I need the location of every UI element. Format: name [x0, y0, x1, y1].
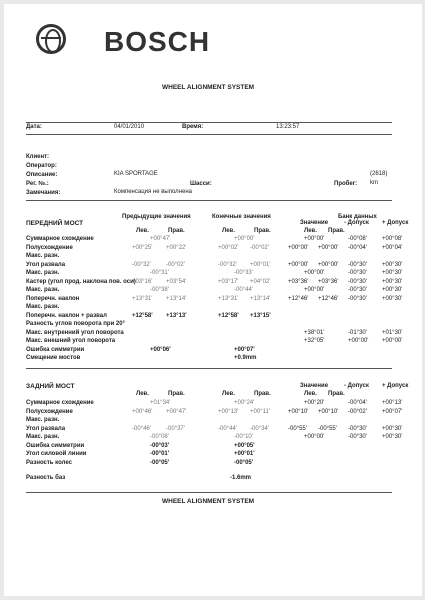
description-label: Описание:: [26, 172, 58, 178]
row-value-final-r: +00°01': [250, 261, 271, 268]
row-value-final-l: +13°31': [218, 295, 239, 302]
time-value: 13:23:57: [276, 124, 300, 130]
row-label: Макс. разн.: [26, 287, 60, 293]
row-value-final-l: -00°44': [218, 425, 237, 432]
row-value-value-c: +38°01': [304, 329, 325, 336]
row-value-value-c: +00°00': [304, 270, 325, 276]
final-values-header: Конечные значения: [212, 214, 271, 220]
time-label: Время:: [182, 124, 204, 130]
row-value-final-r: +13°15': [250, 312, 271, 319]
right-header: Прав.: [328, 391, 345, 397]
date-label: Дата:: [26, 124, 42, 130]
row-value-plus: +00°07': [382, 408, 403, 415]
divider: [26, 200, 392, 201]
row-value-final-r: +13°14': [250, 295, 271, 302]
row-value-prev-c: +00°47': [150, 236, 171, 242]
divider: [26, 134, 392, 135]
plus-tolerance-header: + Допуск: [382, 383, 409, 389]
row-value-val-l: +03°36': [288, 278, 309, 285]
row-value-val-r: +12°46': [318, 295, 339, 302]
row-label: Угол силовой линии: [26, 451, 87, 457]
row-value-minus: -00°30': [348, 295, 367, 302]
row-label: Макс. внешний угол поворота: [26, 338, 116, 344]
remarks-label: Замечания:: [26, 190, 61, 196]
row-value-plus: +00°30': [382, 278, 403, 285]
row-value-final-l: -00°32': [218, 261, 237, 268]
row-value-prev-l: -00°46': [132, 425, 151, 432]
row-label: Угол развала: [26, 425, 66, 432]
date-value: 04/01/2010: [114, 124, 145, 130]
row-label: Ошибка симметрии: [26, 442, 85, 449]
row-value-final-r: -00°34': [250, 425, 269, 432]
left-header: Лев.: [136, 391, 149, 397]
mileage-unit: km: [370, 180, 378, 186]
row-value-minus: -00°30': [348, 425, 367, 432]
row-value-prev-l: +12°58': [132, 312, 153, 319]
value-header: Значение: [300, 383, 329, 389]
row-value-val-r: +03°36': [318, 278, 339, 285]
row-value-plus: +01°30': [382, 329, 403, 336]
row-value-prev-c: -00°38': [150, 287, 169, 293]
row-value-final-c: +0.9mm: [234, 355, 257, 361]
chassis-label: Шасси:: [190, 181, 212, 187]
row-label: Макс. разн.: [26, 304, 60, 310]
row-value-final-c: +00°00': [234, 236, 255, 242]
bosch-logo-icon: [36, 24, 66, 54]
row-value-final-l: +00°13': [218, 408, 239, 415]
row-label: Разность углов поворота при 20°: [26, 321, 125, 327]
row-value-value-c: +00°20': [304, 400, 325, 406]
mileage-label: Пробег:: [334, 181, 358, 187]
row-value-minus: -00°08': [348, 236, 367, 242]
row-value-plus: +00°30': [382, 425, 403, 432]
row-label: Поперечн. наклон: [26, 295, 80, 302]
row-value-plus: +00°30': [382, 270, 403, 276]
operator-label: Оператор:: [26, 163, 57, 169]
row-value-prev-c: -00°03': [150, 442, 170, 449]
right-header: Прав.: [254, 391, 271, 397]
footer-title: WHEEL ALIGNMENT SYSTEM: [162, 498, 255, 505]
row-value-value-c: +00°00': [304, 236, 325, 242]
divider: [26, 492, 392, 493]
description-value: KIA SPORTAGE: [114, 171, 158, 177]
row-value-prev-c: -00°01': [150, 451, 170, 457]
report-title: WHEEL ALIGNMENT SYSTEM: [162, 84, 255, 91]
row-value-minus: -00°30': [348, 287, 367, 293]
row-value-val-l: +12°46': [288, 295, 309, 302]
row-value-prev-r: +00°22': [166, 244, 187, 251]
row-value-final-l: +03°17': [218, 278, 239, 285]
left-header: Лев.: [136, 228, 149, 234]
row-value-minus: -00°30': [348, 270, 367, 276]
row-value-value-c: +32°05': [304, 338, 325, 344]
row-value-final-l: +12°58': [218, 312, 239, 319]
wheelbase-diff-value: -1.6mm: [230, 475, 252, 481]
row-value-prev-l: +03°16': [132, 278, 153, 285]
row-value-prev-c: -00°05': [150, 459, 170, 466]
row-value-val-r: -00°55': [318, 425, 337, 432]
row-label: Кастер (угол прод. наклона пов. оси): [26, 278, 136, 285]
row-value-val-l: -00°55': [288, 425, 307, 432]
row-label: Суммарное схождение: [26, 400, 94, 406]
prev-values-header: Предыдущие значения: [122, 214, 191, 220]
row-value-final-c: -00°44': [234, 287, 253, 293]
row-value-value-c: +00°00': [304, 287, 325, 293]
right-header: Прав.: [168, 391, 185, 397]
row-value-plus: +00°08': [382, 236, 403, 242]
row-value-value-c: +00°00': [304, 434, 325, 440]
right-header: Прав.: [168, 228, 185, 234]
row-value-final-c: -00°05': [234, 459, 254, 466]
rear-axle-title: ЗАДНИЙ МОСТ: [26, 383, 75, 390]
row-value-minus: -00°04': [348, 244, 367, 251]
row-value-plus: +00°13': [382, 400, 403, 406]
row-value-val-l: +00°00': [288, 244, 309, 251]
row-label: Полусхождение: [26, 408, 73, 415]
row-label: Суммарное схождение: [26, 236, 94, 242]
row-value-plus: +00°30': [382, 295, 403, 302]
row-value-final-l: +00°02': [218, 244, 239, 251]
left-header: Лев.: [304, 228, 317, 234]
brand-name: BOSCH: [104, 26, 211, 57]
row-value-val-l: +00°10': [288, 408, 309, 415]
row-value-val-l: +00°00': [288, 261, 309, 268]
row-value-final-c: +00°24': [234, 400, 255, 406]
row-value-val-r: +00°10': [318, 408, 339, 415]
row-value-prev-r: -00°37': [166, 425, 185, 432]
wheelbase-diff-label: Разность баз: [26, 475, 66, 481]
row-label: Макс. разн.: [26, 417, 60, 423]
remarks-value: Компенсация не выполнена: [114, 189, 192, 195]
right-header: Прав.: [254, 228, 271, 234]
row-value-prev-r: +13°13': [166, 312, 187, 319]
left-header: Лев.: [304, 391, 317, 397]
row-value-plus: +00°30': [382, 287, 403, 293]
row-value-final-c: +00°05': [234, 442, 255, 449]
row-value-minus: -00°30': [348, 278, 367, 285]
right-header: Прав.: [328, 228, 345, 234]
row-value-prev-l: +00°25': [132, 244, 153, 251]
row-value-final-r: +00°11': [250, 408, 270, 415]
divider: [26, 368, 392, 369]
row-value-val-r: +00°00': [318, 244, 339, 251]
row-value-final-c: -00°33': [234, 270, 253, 276]
row-value-minus: -00°30': [348, 434, 367, 440]
row-label: Угол развала: [26, 261, 66, 268]
row-value-minus: -00°30': [348, 261, 367, 268]
row-label: Макс. внутренний угол поворота: [26, 329, 124, 336]
row-value-plus: +00°04': [382, 244, 403, 251]
row-value-prev-r: +00°47': [166, 408, 187, 415]
row-value-plus: +00°00': [382, 338, 403, 344]
row-value-prev-l: +00°46': [132, 408, 153, 415]
row-value-prev-c: +01°34': [150, 400, 171, 406]
row-value-prev-r: +03°54': [166, 278, 187, 285]
row-value-val-r: +00°00': [318, 261, 339, 268]
minus-tolerance-header: - Допуск: [344, 383, 369, 389]
row-value-minus: +00°00': [348, 338, 369, 344]
report-page: [4, 4, 422, 596]
reg-label: Рег. №.:: [26, 181, 49, 187]
row-value-prev-r: +13°14': [166, 295, 187, 302]
row-value-final-r: -00°02': [250, 244, 269, 251]
left-header: Лев.: [222, 391, 235, 397]
left-header: Лев.: [222, 228, 235, 234]
value-header: Значение: [300, 220, 329, 226]
row-label: Полусхождение: [26, 244, 73, 251]
row-value-final-c: +00°07': [234, 346, 255, 353]
description-code: (2618): [370, 171, 388, 177]
row-value-plus: +00°30': [382, 434, 403, 440]
client-label: Клиент:: [26, 154, 50, 160]
minus-tolerance-header: - Допуск: [344, 220, 369, 226]
row-value-prev-c: -00°31': [150, 270, 169, 276]
row-value-minus: -00°04': [348, 400, 367, 406]
row-label: Поперечн. наклон + развал: [26, 312, 107, 319]
row-value-minus: -00°02': [348, 408, 367, 415]
row-label: Макс. разн.: [26, 270, 60, 276]
plus-tolerance-header: + Допуск: [382, 220, 409, 226]
row-label: Смещение мостов: [26, 355, 81, 361]
database-header: Банк данных: [338, 214, 377, 220]
row-value-prev-r: -00°02': [166, 261, 185, 268]
row-value-prev-l: -00°32': [132, 261, 151, 268]
row-label: Ошибка симметрии: [26, 346, 85, 353]
row-value-prev-c: -00°08': [150, 434, 169, 440]
row-label: Макс. разн.: [26, 434, 60, 440]
row-value-final-r: +04°02': [250, 278, 271, 285]
row-value-prev-l: +13°31': [132, 295, 153, 302]
row-value-minus: -01°30': [348, 329, 367, 336]
row-value-plus: +00°30': [382, 261, 403, 268]
row-value-final-c: -00°10': [234, 434, 253, 440]
row-value-prev-c: +00°06': [150, 346, 171, 353]
row-label: Макс. разн.: [26, 253, 60, 259]
divider: [26, 122, 392, 123]
front-axle-title: ПЕРЕДНИЙ МОСТ: [26, 220, 84, 227]
row-value-final-c: +00°01': [234, 451, 255, 457]
row-label: Разность колес: [26, 459, 72, 466]
